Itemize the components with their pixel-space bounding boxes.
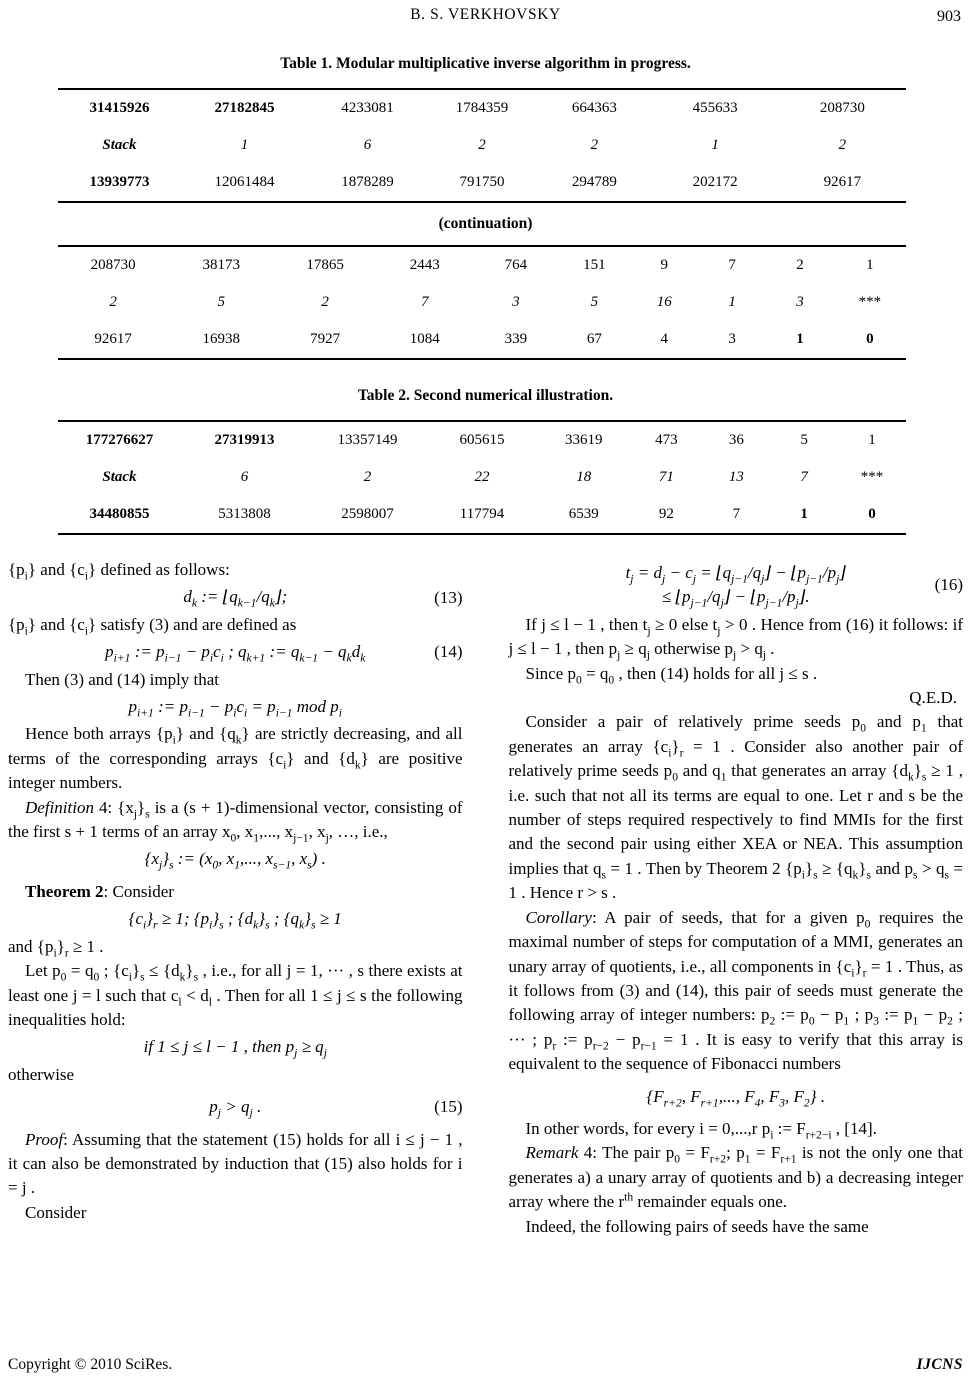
table-cell: 22 <box>474 469 490 485</box>
table-row <box>58 164 906 202</box>
table-cell: 17865 <box>306 257 344 273</box>
table-row <box>58 496 906 534</box>
table-cell: 0 <box>866 331 874 347</box>
table-cell: 18 <box>576 469 592 485</box>
equation-fibonacci: {$F_{r+2}$, $F_{r+1}$,..., $F_4$, $F_3$, $F_2$} . <box>646 1086 826 1109</box>
table-cell: 3 <box>728 331 736 347</box>
table-cell: 1 <box>800 506 808 522</box>
table-cell: 16 <box>656 294 672 310</box>
table-cell: 1878289 <box>341 174 394 190</box>
paragraph: In other words, for every i = 0,...,r $p_i$ := $F_{r+2-i}$ , [14]. <box>525 1118 877 1142</box>
table-cell: 455633 <box>692 100 738 116</box>
table-cell: 27182845 <box>214 100 275 116</box>
table-cell: 34480855 <box>89 506 150 522</box>
table-cell: 71 <box>658 469 674 485</box>
table-cell: 0 <box>868 506 876 522</box>
paragraph: otherwise <box>8 1064 75 1084</box>
table-cell: 36 <box>728 432 744 448</box>
equation-number: (14) <box>434 642 463 662</box>
table-cell: 339 <box>504 331 528 347</box>
paragraph: Then (3) and (14) imply that <box>25 669 220 689</box>
definition-4 <box>8 796 463 845</box>
table-row <box>58 127 906 164</box>
table-cell: 9 <box>660 257 669 273</box>
running-head: B. S. VERKHOVSKY <box>410 6 561 23</box>
paragraph: Since $p_0 = q_0$ , then (14) holds for all j ≤ s . <box>525 663 818 687</box>
table-row <box>58 421 906 459</box>
equation-mod: $p_{i+1}$ := $p_{i-1} - p_ic_i = p_{i-1}$ mod $p_i$ <box>128 697 342 720</box>
corollary <box>509 906 964 1077</box>
table2 <box>58 420 906 535</box>
table-cell: Stack <box>102 137 137 153</box>
remark-4 <box>509 1141 964 1214</box>
table-cell: 16938 <box>202 331 240 347</box>
table-cell: 664363 <box>571 100 617 116</box>
equation-body: $p_{i+1}$ := $p_{i-1} - p_ic_i$ ; $q_{k+1}$ := $q_{k-1} - q_kd_k$ <box>105 642 366 665</box>
equation-xj: $\{x_j\}_s$ := ($x_0$, $x_1$,..., $x_{s-1}$, $x_s$) . <box>144 849 326 872</box>
right-column <box>509 558 964 1239</box>
table-cell: 4233081 <box>341 100 394 116</box>
table-cell: 6539 <box>568 506 599 522</box>
equation-number: (16) <box>934 575 963 595</box>
page-number: 903 <box>937 8 961 25</box>
table1-part2 <box>58 245 906 360</box>
proof <box>8 1128 463 1201</box>
paragraph: $\{p_i\}$ and $\{c_i\}$ satisfy (3) and are defined as <box>8 614 297 638</box>
table-cell: 791750 <box>459 174 505 190</box>
body-columns <box>8 558 963 1239</box>
definition-lead: Definition <box>25 797 94 817</box>
equation-13 <box>8 585 463 609</box>
table-cell: *** <box>858 294 882 310</box>
corollary-lead: Corollary <box>525 907 592 927</box>
paragraph: Consider a pair of relatively prime seeds $p_0$ and $p_1$ that generates an array $\{c_i\}_r = 1$ . Consider also another pair of relatively prime seeds $p_0$ and $q_1$ that generates an array $\{d_k\}_s \ge 1$ , i.e. such that not all its terms are equal to one. Let r and s be the number of steps required respectively to find MMIs for the first and the second pair using either XEA or NEA. This assumption implies that $q_s = 1$ . Then by Theorem 2 $\{p_i\}_s \ge \{q_k\}_s$ and $p_s > q_s = 1$ . Hence r > s . <box>508 712 964 903</box>
table-cell: 1 <box>866 257 874 273</box>
table-row <box>58 321 906 359</box>
theorem-lead: Theorem 2 <box>25 881 104 901</box>
equation-16 <box>509 561 964 610</box>
table-row <box>58 284 906 321</box>
table-cell: 27319913 <box>214 432 275 448</box>
table-cell: 3 <box>796 294 804 310</box>
table-cell: 177276627 <box>85 432 154 448</box>
table-cell: 1 <box>711 137 719 153</box>
table2-caption: Table 2. Second numerical illustration. <box>357 387 614 404</box>
table-cell: 294789 <box>571 174 617 190</box>
table-cell: 7927 <box>310 331 341 347</box>
equation-line1: $t_j = d_j - c_j$ = $⌊q_{j-1}/q_j⌋$ − $⌊p_{j-1}/p_j⌋$ <box>625 563 846 586</box>
table-cell: 1 <box>796 331 804 347</box>
table-row <box>58 89 906 127</box>
table-cell: 5 <box>800 432 808 448</box>
table-cell: 13939773 <box>89 174 150 190</box>
copyright: Copyright © 2010 SciRes. <box>8 1356 173 1373</box>
table-cell: 7 <box>800 469 808 485</box>
table-row <box>58 459 906 496</box>
remark-lead: Remark <box>525 1143 579 1163</box>
table-cell: 1084 <box>409 331 440 347</box>
table-cell: 92 <box>658 506 674 522</box>
table-cell: 764 <box>504 257 528 273</box>
equation-15 <box>8 1095 463 1119</box>
table1-caption: Table 1. Modular multiplicative inverse algorithm in progress. <box>280 55 691 72</box>
table-cell: 2598007 <box>341 506 394 522</box>
table-cell: 7 <box>732 506 741 522</box>
table-cell: *** <box>860 469 884 485</box>
table-cell: 3 <box>512 294 520 310</box>
table-cell: 5 <box>590 294 599 310</box>
table-cell: 117794 <box>459 506 505 522</box>
paragraph: Let $p_0 = q_0$ ; $\{c_i\}_s \le \{d_k\}_s$ , i.e., for all j = 1, ··· , s there exists at least one j = l such that $c_l < d_l$ . Then for all 1 ≤ j ≤ s the following inequalities hold: <box>8 961 463 1029</box>
equation-number: (15) <box>434 1097 463 1117</box>
table-cell: Stack <box>102 469 137 485</box>
table-cell: 6 <box>363 137 372 153</box>
table-cell: 208730 <box>90 257 136 273</box>
table-cell: 92617 <box>823 174 862 190</box>
table-cell: 38173 <box>202 257 240 273</box>
table1-part1 <box>58 88 906 203</box>
equation-number: (13) <box>434 587 463 607</box>
table-cell: 5 <box>217 294 225 310</box>
left-column <box>8 558 463 1239</box>
table-cell: 1 <box>868 432 876 448</box>
equation-body: $d_k$ := $⌊q_{k-1}/q_k⌋$; <box>183 587 288 610</box>
definition-text: 4: $\{x_j\}_s$ is a (s + 1)-dimensional vector, consisting of the first s + 1 terms of an array $x_0$, $x_1$,..., $x_{j-1}$, $x_j$, …, i.e., <box>8 797 463 845</box>
table-row <box>58 246 906 284</box>
journal-name: IJCNS <box>916 1356 963 1373</box>
proof-text: : Assuming that the statement (15) holds for all i ≤ j − 1 , it can also be demonstrated by induction that (15) also holds for i = j . <box>8 1129 463 1198</box>
proof-lead: Proof <box>25 1129 64 1149</box>
theorem-text: : Consider <box>103 881 174 901</box>
table-cell: 151 <box>583 257 606 273</box>
table-cell: 7 <box>728 257 736 273</box>
table-cell: 208730 <box>819 100 865 116</box>
table-cell: 13357149 <box>337 432 398 448</box>
corollary-text: : A pair of seeds, that for a given $p_0$ requires the maximal number of steps for computation of a MMI, generates an unary array of quotients, i.e., all components in $\{c_i\}_r = 1$ . Thus, as it follows from (3) and (14), this pair of seeds must generate the following array of integer numbers: $p_2$ := $p_0 - p_1$ ; $p_3$ := $p_1 - p_2$ ; ··· ; $p_r$ := $p_{r-2} - p_{r-1} = 1$ . It is easy to verify that this array is equivalent to the sequence of Fibonacci numbers <box>508 907 964 1074</box>
table-cell: 12061484 <box>214 174 275 190</box>
equation-body: $p_j > q_j$ . <box>209 1097 262 1120</box>
table-cell: 1 <box>728 294 736 310</box>
table-cell: 2 <box>321 294 329 310</box>
equation-line2: ≤ $⌊p_{j-1}/q_j⌋$ − $⌊p_{j-1}/p_j⌋$. <box>661 587 810 610</box>
equation-if: if 1 ≤ j ≤ l − 1 , then $p_j \ge q_j$ <box>143 1037 327 1060</box>
continuation-label: (continuation) <box>438 215 533 232</box>
page-header <box>8 6 963 30</box>
table-cell: 31415926 <box>89 100 150 116</box>
table-cell: 2 <box>363 469 372 485</box>
table-cell: 2 <box>590 137 599 153</box>
page-footer <box>8 1356 963 1374</box>
theorem-2 <box>8 880 463 904</box>
table-cell: 5313808 <box>218 506 271 522</box>
table-cell: 33619 <box>564 432 603 448</box>
table-cell: 605615 <box>459 432 505 448</box>
table-cell: 6 <box>240 469 249 485</box>
table-cell: 2 <box>478 137 486 153</box>
table-cell: 1 <box>240 137 249 153</box>
paragraph: Indeed, the following pairs of seeds have the same <box>525 1216 869 1236</box>
table-cell: 4 <box>660 331 669 347</box>
table-cell: 2 <box>796 257 804 273</box>
table-cell: 92617 <box>94 331 132 347</box>
table-cell: 202172 <box>692 174 738 190</box>
table-cell: 7 <box>420 294 429 310</box>
equation-14 <box>8 640 463 664</box>
paragraph: If j ≤ l − 1 , then $t_j \ge 0$ else $t_j > 0$ . Hence from (16) it follows: if j ≤ l − 1 , then $p_j \ge q_j$ otherwise $p_j > q_j$ . <box>508 614 964 662</box>
remark-text: 4: The pair $p_0 = F_{r+2}$; $p_1 = F_{r+1}$ is not the only one that generates a) a unary array of quotients and b) a decreasing integer array where the $r^{th}$ remainder equals one. <box>508 1143 964 1212</box>
paragraph: Consider <box>25 1202 87 1222</box>
table-cell: 2 <box>109 294 117 310</box>
qed: Q.E.D. <box>909 688 957 708</box>
table-cell: 67 <box>586 331 602 347</box>
table-cell: 473 <box>655 432 678 448</box>
table-cell: 13 <box>728 469 744 485</box>
paragraph: $\{p_i\}$ and $\{c_i\}$ defined as follows: <box>8 560 230 583</box>
paragraph: and $\{p_i\}_r \ge 1$ . <box>8 936 104 960</box>
table-cell: 1784359 <box>455 100 509 116</box>
table-cell: 2 <box>838 137 847 153</box>
table-cell: 2443 <box>409 257 440 273</box>
equation-theorem: $\{c_i\}_r \ge 1$; $\{p_i\}_s$ ; $\{d_k\}_s$ ; $\{q_k\}_s \ge 1$ <box>128 909 342 932</box>
paragraph: Hence both arrays $\{p_i\}$ and $\{q_k\}$ are strictly decreasing, and all terms of the corresponding arrays $\{c_i\}$ and $\{d_k\}$ are positive integer numbers. <box>8 724 463 793</box>
